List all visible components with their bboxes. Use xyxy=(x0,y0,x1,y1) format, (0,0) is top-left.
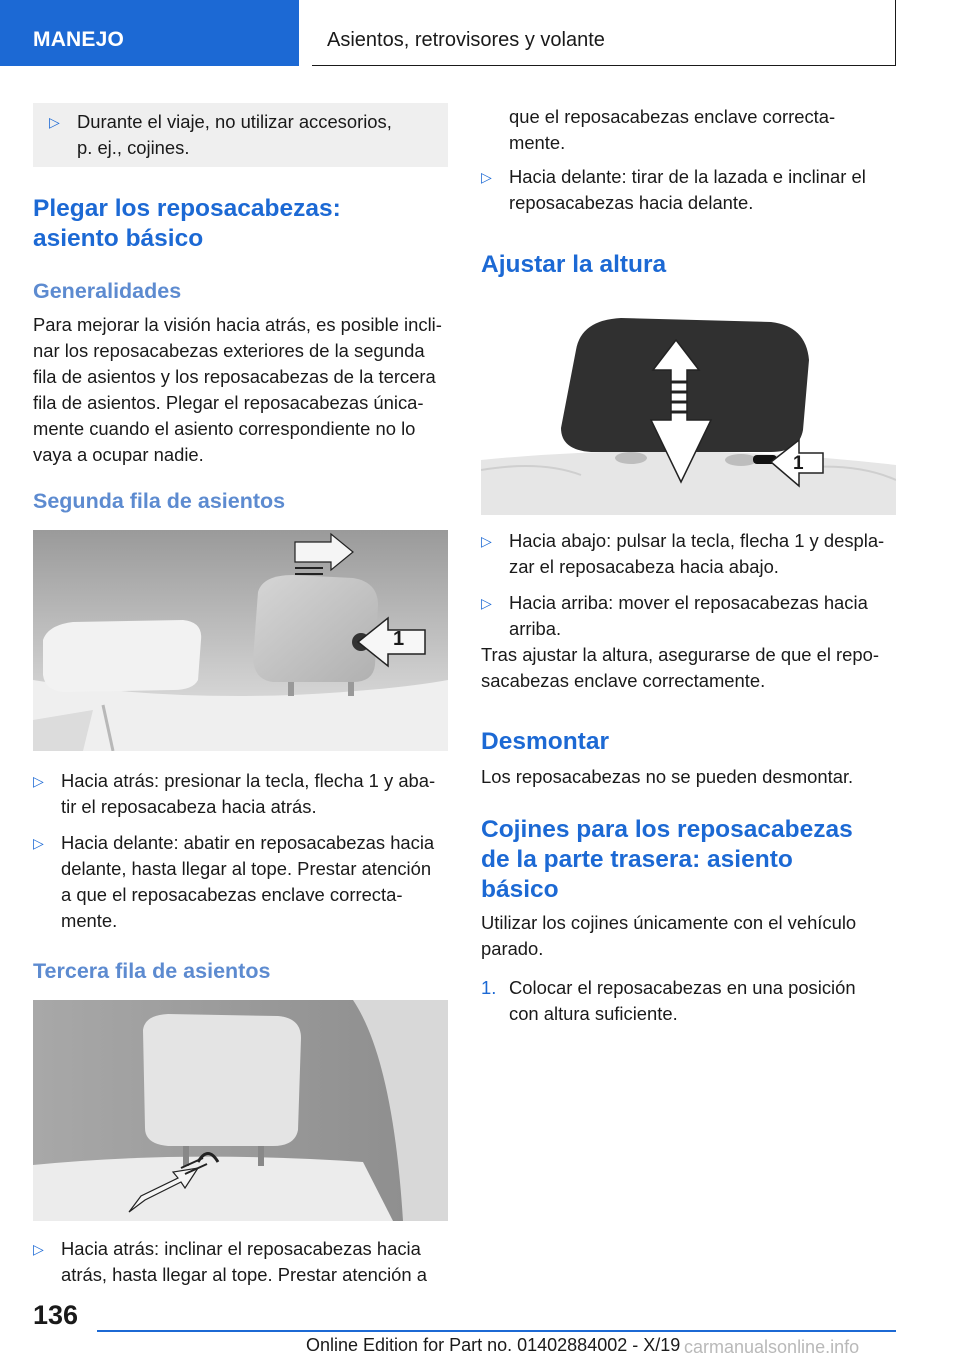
bullet-item xyxy=(33,1236,448,1288)
text-line: fila de asientos y los reposacabezas de la tercera xyxy=(33,366,436,387)
page-number: 136 xyxy=(33,1300,79,1330)
text-line: mente. xyxy=(61,910,118,931)
text-line: Para mejorar la visión hacia atrás, es posible incli- xyxy=(33,314,442,335)
text-line: delante, hasta llegar al tope. Prestar atención xyxy=(61,858,432,879)
cushions-paragraph xyxy=(481,910,896,962)
height-bullets xyxy=(481,528,896,642)
footer-rule xyxy=(97,1330,896,1332)
bullet-triangle-icon: ▷ xyxy=(481,169,492,185)
heading-remove: Desmontar xyxy=(481,728,609,755)
third-row-bullets xyxy=(33,1236,448,1288)
remove-paragraph: Los reposacabezas no se pueden desmontar. xyxy=(481,766,854,787)
section-label: MANEJO xyxy=(33,28,125,51)
heading-line: Plegar los reposacabezas: xyxy=(33,195,341,222)
heading-adjust-height: Ajustar la altura xyxy=(481,251,667,278)
text-line: zar el reposacabeza hacia abajo. xyxy=(509,556,779,577)
text-line: a que el reposacabezas enclave correcta- xyxy=(61,884,403,905)
text-line: Hacia delante: tirar de la lazada e inclinar el xyxy=(509,166,866,187)
section-tab xyxy=(0,0,299,66)
text-line: Hacia atrás: inclinar el reposacabezas hacia xyxy=(61,1238,421,1259)
bullet-item xyxy=(481,164,896,216)
text-line: Hacia abajo: pulsar la tecla, flecha 1 y despla- xyxy=(509,530,885,551)
heading-second-row: Segunda fila de asientos xyxy=(33,489,286,513)
text-line: arriba. xyxy=(509,618,562,639)
figure-height-adjust xyxy=(481,310,896,515)
text-line: Utilizar los cojines únicamente con el vehículo xyxy=(481,912,857,933)
text-line: nar los reposacabezas exteriores de la segunda xyxy=(33,340,425,361)
bullet-item xyxy=(33,768,448,820)
tip-bullet xyxy=(49,109,438,161)
figure-second-row-headrest xyxy=(33,530,448,751)
step-number: 1. xyxy=(481,977,497,998)
text-line: tir el reposacabeza hacia atrás. xyxy=(61,796,317,817)
text-line: Tras ajustar la altura, asegurarse de que el repo- xyxy=(481,644,879,665)
text-line: fila de asientos. Plegar el reposacabezas única- xyxy=(33,392,424,413)
continued-text xyxy=(481,104,896,156)
text-line: vaya a ocupar nadie. xyxy=(33,444,204,465)
heading-line: de la parte trasera: asiento xyxy=(481,846,793,873)
heading-line: Cojines para los reposacabezas xyxy=(481,816,853,843)
heading-line: básico xyxy=(481,876,559,903)
text-line: mente. xyxy=(509,132,566,153)
tip-box xyxy=(33,103,448,167)
after-adjust-paragraph xyxy=(481,642,896,694)
bullet-triangle-icon: ▷ xyxy=(33,835,44,851)
heading-cushions xyxy=(481,815,896,905)
text-line: parado. xyxy=(481,938,544,959)
text-line: sacabezas enclave correctamente. xyxy=(481,670,766,691)
heading-fold-headrests xyxy=(33,194,448,254)
text-line: atrás, hasta llegar al tope. Prestar atención a xyxy=(61,1264,427,1285)
text-line: reposacabezas hacia delante. xyxy=(509,192,754,213)
chapter-title: Asientos, retrovisores y volante xyxy=(327,29,605,51)
tip-line: p. ej., cojines. xyxy=(77,137,190,158)
text-line: mente cuando el asiento correspondiente no lo xyxy=(33,418,416,439)
step-item xyxy=(481,975,896,1027)
figure-label: 1 xyxy=(793,453,804,474)
watermark-text: carmanualsonline.info xyxy=(684,1337,860,1357)
general-paragraph xyxy=(33,312,448,468)
text-line: que el reposacabezas enclave correcta- xyxy=(509,106,836,127)
text-line: Hacia delante: abatir en reposacabezas hacia xyxy=(61,832,435,853)
bullet-item xyxy=(481,528,896,580)
heading-line: asiento básico xyxy=(33,225,204,252)
bullet-triangle-icon: ▷ xyxy=(33,1241,44,1257)
tip-line: Durante el viaje, no utilizar accesorios, xyxy=(77,111,392,132)
second-row-bullets xyxy=(33,768,448,934)
bullet-triangle-icon: ▷ xyxy=(481,533,492,549)
text-line: con altura suficiente. xyxy=(509,1003,678,1024)
text-line: Hacia atrás: presionar la tecla, flecha 1 y aba- xyxy=(61,770,436,791)
bullet-triangle-icon: ▷ xyxy=(49,114,60,130)
text-line: Colocar el reposacabezas en una posición xyxy=(509,977,856,998)
heading-general: Generalidades xyxy=(33,279,182,303)
forward-bullet xyxy=(481,164,896,216)
text-line: Hacia arriba: mover el reposacabezas hacia xyxy=(509,592,868,613)
chapter-header xyxy=(312,0,896,66)
bullet-triangle-icon: ▷ xyxy=(481,595,492,611)
figure-label: 1 xyxy=(393,628,405,650)
step-list xyxy=(481,975,896,1027)
bullet-item xyxy=(481,590,896,642)
edition-text: Online Edition for Part no. 01402884002 - X/19 xyxy=(306,1335,681,1355)
bullet-triangle-icon: ▷ xyxy=(33,773,44,789)
figure-third-row-headrest xyxy=(33,1000,448,1221)
bullet-item xyxy=(33,830,448,934)
heading-third-row: Tercera fila de asientos xyxy=(33,959,271,983)
